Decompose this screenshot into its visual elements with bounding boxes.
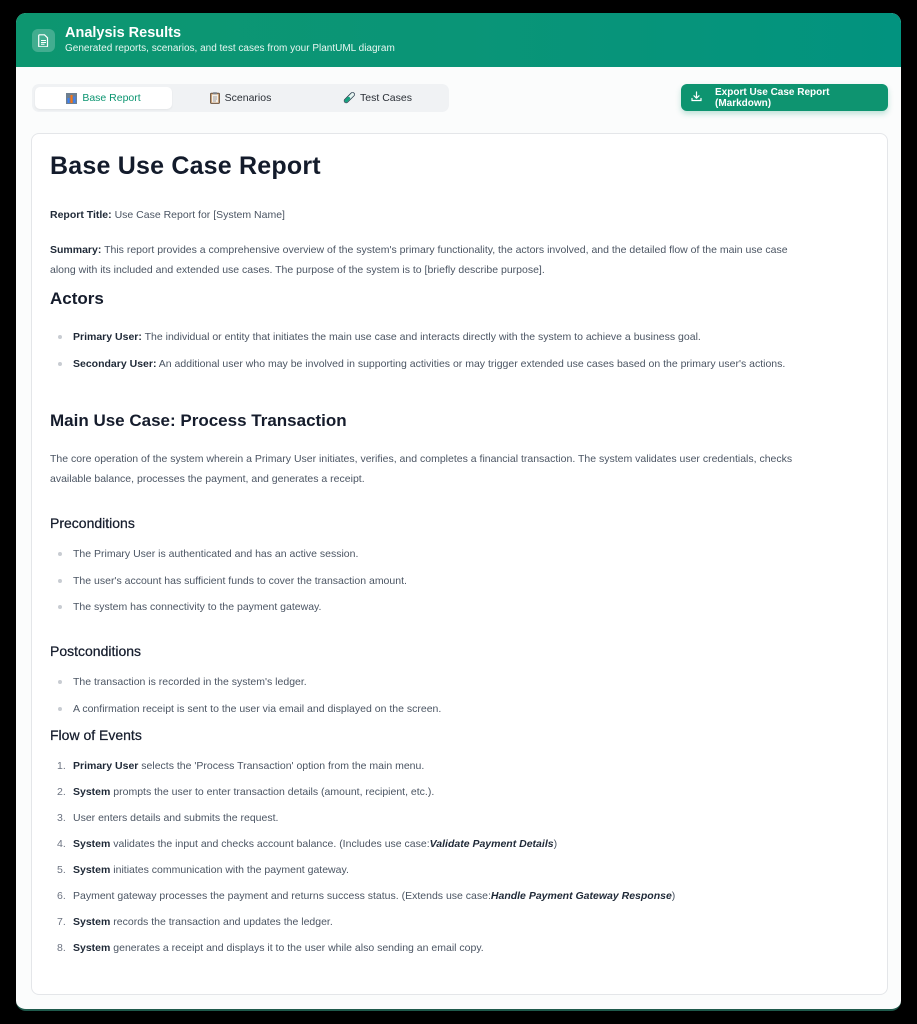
precondition-item: The Primary User is authenticated and has an active session. <box>50 544 869 571</box>
tab-base-report[interactable] <box>35 87 172 109</box>
document-icon <box>32 29 55 52</box>
step-actor: System <box>73 864 111 876</box>
actors-heading: Actors <box>50 289 104 308</box>
flow-step: 2. System prompts the user to enter transaction details (amount, recipient, etc.). <box>57 786 435 798</box>
flow-step: 1. Primary User selects the 'Process Transaction' option from the main menu. <box>57 760 425 772</box>
step-actor: System <box>73 916 111 928</box>
tab-scenarios[interactable] <box>172 87 309 109</box>
main-desc-line-1: The core operation of the system wherein a Primary User initiates, verifies, and completes a financial transaction. The system validates user credentials, checks <box>50 453 793 465</box>
actor-name: Secondary User: <box>73 357 157 370</box>
summary-label: Summary: <box>50 244 102 256</box>
toolbar <box>16 67 901 129</box>
analysis-results-window <box>16 13 901 1011</box>
header-subtitle: Generated reports, scenarios, and test cases from your PlantUML diagram <box>65 43 395 54</box>
download-icon <box>691 91 702 105</box>
main-use-case-description <box>50 449 869 489</box>
export-button-label: Export Use Case Report (Markdown) <box>715 86 830 109</box>
bar-chart-icon <box>66 93 77 104</box>
tab-bar <box>32 84 449 112</box>
step-actor: System <box>73 838 111 850</box>
step-actor: System <box>73 786 111 798</box>
postconditions-list <box>50 672 869 725</box>
flow-step: 4. System validates the input and checks account balance. (Includes use case:Validate Payment Details) <box>57 838 558 850</box>
preconditions-list <box>50 544 869 624</box>
tab-label: Base Report <box>82 92 141 104</box>
report-card <box>31 133 888 995</box>
test-tube-icon <box>343 92 355 104</box>
flow-step: 7. System records the transaction and updates the ledger. <box>57 916 333 928</box>
summary-paragraph <box>50 240 869 280</box>
precondition-item: The system has connectivity to the payment gateway. <box>50 597 869 624</box>
summary-line-1: This report provides a comprehensive overview of the system's primary functionality, the actors involved, and the detailed flow of the main use case <box>104 244 788 256</box>
clipboard-icon <box>210 92 220 104</box>
header-title: Analysis Results <box>65 25 182 41</box>
export-report-button[interactable] <box>681 84 888 111</box>
preconditions-heading: Preconditions <box>50 515 135 531</box>
actor-name: Primary User: <box>73 331 142 343</box>
flow-step: 5. System initiates communication with the payment gateway. <box>57 864 349 876</box>
actor-item <box>50 354 869 381</box>
actor-desc: The individual or entity that initiates the main use case and interacts directly with the system to achieve a business goal. <box>144 331 701 343</box>
flow-of-events-heading: Flow of Events <box>50 727 142 743</box>
tab-test-cases[interactable] <box>309 87 446 109</box>
header-bar <box>16 13 901 67</box>
step-actor: Primary User <box>73 760 139 772</box>
flow-step: 6. Payment gateway processes the payment and returns success status. (Extends use case:Handle Payment Gateway Response) <box>57 890 676 902</box>
report-title-value: Use Case Report for [System Name] <box>114 209 285 221</box>
flow-of-events-list <box>50 756 869 964</box>
postcondition-item: A confirmation receipt is sent to the user via email and displayed on the screen. <box>50 699 869 726</box>
report-title-label: Report Title: <box>50 209 112 221</box>
flow-step: 8. System generates a receipt and displays it to the user while also sending an email copy. <box>57 942 484 954</box>
extended-use-case-ref: Handle Payment Gateway Response <box>490 890 672 902</box>
postconditions-heading: Postconditions <box>50 643 142 659</box>
main-use-case-heading: Main Use Case: Process Transaction <box>50 411 347 430</box>
summary-line-2: along with its included and extended use cases. The purpose of the system is to [briefly describe purpose]. <box>50 264 545 276</box>
precondition-item: The user's account has sufficient funds to cover the transaction amount. <box>50 571 869 598</box>
report-title: Base Use Case Report <box>50 152 321 180</box>
actor-desc: An additional user who may be involved in supporting activities or may trigger extended use cases based on the primary user's actions. <box>158 357 786 370</box>
included-use-case-ref: Validate Payment Details <box>429 838 554 850</box>
report-title-line <box>50 205 869 225</box>
actors-list <box>50 327 869 380</box>
main-desc-line-2: available balance, processes the payment, and generates a receipt. <box>50 473 365 485</box>
postcondition-item: The transaction is recorded in the system's ledger. <box>50 672 869 699</box>
step-actor: System <box>73 942 111 954</box>
flow-step: 3. User enters details and submits the request. <box>57 812 279 824</box>
tab-label: Scenarios <box>224 92 272 104</box>
tab-label: Test Cases <box>360 92 412 104</box>
actor-item <box>50 327 869 354</box>
